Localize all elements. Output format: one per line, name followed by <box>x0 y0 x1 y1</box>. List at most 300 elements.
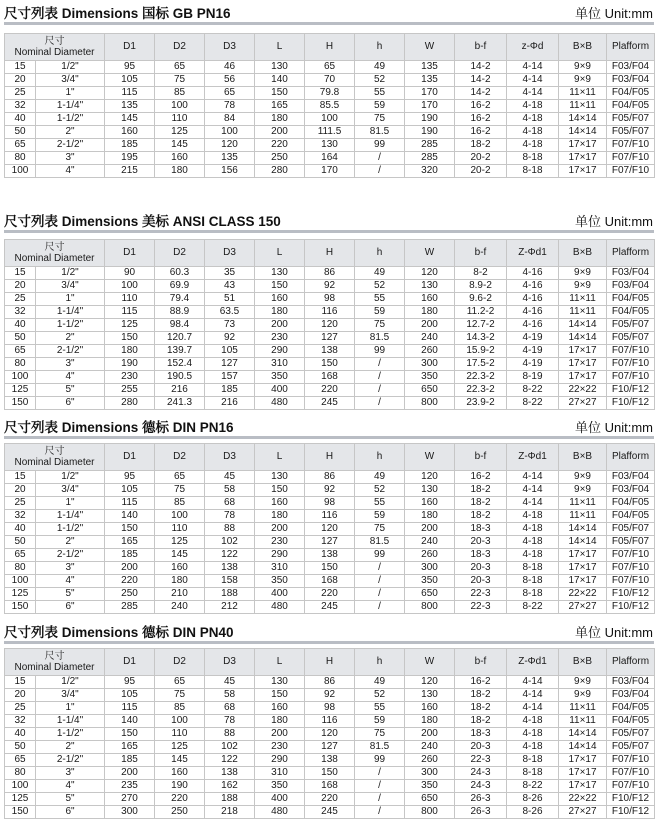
table-cell: 120 <box>305 523 355 536</box>
table-cell: 116 <box>305 306 355 319</box>
table-cell: 9×9 <box>559 74 607 87</box>
table-cell: 180 <box>255 510 305 523</box>
table-row <box>5 523 655 536</box>
table-cell: 69.9 <box>155 280 205 293</box>
table-cell: 18-2 <box>455 497 507 510</box>
table-cell: 165 <box>105 536 155 549</box>
table-cell: F05/F07 <box>607 319 655 332</box>
table-cell: 12.7-2 <box>455 319 507 332</box>
table-cell: 49 <box>355 267 405 280</box>
table-cell: 255 <box>105 384 155 397</box>
table-cell: 400 <box>255 793 305 806</box>
column-header: Plafform <box>607 240 655 267</box>
table-cell: 14×14 <box>559 113 607 126</box>
table-cell: F04/F05 <box>607 510 655 523</box>
table-row <box>5 152 655 165</box>
table-cell: 160 <box>405 497 455 510</box>
table-cell: 2" <box>36 536 105 549</box>
table-cell: 310 <box>255 562 305 575</box>
table-cell: 18-3 <box>455 549 507 562</box>
table-cell: F04/F05 <box>607 100 655 113</box>
unit-label: 单位 Unit:mm <box>574 214 653 229</box>
table-cell: 125 <box>5 793 36 806</box>
table-cell: 300 <box>405 358 455 371</box>
table-cell: 8-18 <box>507 588 559 601</box>
table-cell: 650 <box>405 588 455 601</box>
table-cell: 25 <box>5 87 36 100</box>
table-cell: 65 <box>155 676 205 689</box>
table-row <box>5 676 655 689</box>
table-cell: 4" <box>36 371 105 384</box>
table-cell: 32 <box>5 715 36 728</box>
table-cell: F10/F12 <box>607 588 655 601</box>
table-cell: 4-19 <box>507 345 559 358</box>
table-cell: 160 <box>155 767 205 780</box>
table-cell: 17×17 <box>559 345 607 358</box>
table-cell: / <box>355 575 405 588</box>
table-cell: 150 <box>255 484 305 497</box>
table-cell: 220 <box>305 384 355 397</box>
table-cell: 4-19 <box>507 332 559 345</box>
table-header-row <box>5 649 655 676</box>
column-header: Z-Φd1 <box>507 240 559 267</box>
unit-label: 单位 Unit:mm <box>574 6 653 21</box>
column-header: Plafform <box>607 444 655 471</box>
table-cell: 130 <box>305 139 355 152</box>
table-cell: 59 <box>355 306 405 319</box>
table-cell: 9×9 <box>559 280 607 293</box>
table-cell: 55 <box>355 87 405 100</box>
table-cell: 165 <box>105 741 155 754</box>
column-header: b-f <box>455 34 507 61</box>
table-cell: 14×14 <box>559 741 607 754</box>
table-cell: 4-18 <box>507 510 559 523</box>
table-cell: / <box>355 358 405 371</box>
table-cell: 150 <box>105 728 155 741</box>
table-cell: 180 <box>155 575 205 588</box>
table-cell: 115 <box>105 87 155 100</box>
column-header: D2 <box>155 240 205 267</box>
section-title: 尺寸列表 Dimensions 国标 GB PN16 <box>4 6 231 21</box>
table-header-row <box>5 34 655 61</box>
table-cell: F03/F04 <box>607 689 655 702</box>
table-cell: 88 <box>205 523 255 536</box>
table-cell: 190 <box>105 358 155 371</box>
table-cell: F07/F10 <box>607 165 655 178</box>
table-cell: F05/F07 <box>607 332 655 345</box>
table-cell: 102 <box>205 536 255 549</box>
table-row <box>5 588 655 601</box>
table-row <box>5 345 655 358</box>
table-cell: 4-16 <box>507 319 559 332</box>
table-cell: 130 <box>405 689 455 702</box>
table-cell: 40 <box>5 728 36 741</box>
column-header: H <box>305 444 355 471</box>
table-cell: 350 <box>255 575 305 588</box>
table-cell: / <box>355 806 405 819</box>
table-cell: F04/F05 <box>607 293 655 306</box>
table-cell: 6" <box>36 397 105 410</box>
table-cell: 16-2 <box>455 471 507 484</box>
table-cell: 52 <box>355 74 405 87</box>
table-row <box>5 497 655 510</box>
divider <box>4 22 654 25</box>
table-cell: 68 <box>205 497 255 510</box>
table-cell: 1-1/2" <box>36 728 105 741</box>
table-cell: 78 <box>205 715 255 728</box>
table-cell: 220 <box>305 588 355 601</box>
table-row <box>5 74 655 87</box>
table-cell: 65 <box>5 139 36 152</box>
table-header-row <box>5 444 655 471</box>
table-cell: 65 <box>155 61 205 74</box>
table-cell: 60.3 <box>155 267 205 280</box>
table-cell: 70 <box>305 74 355 87</box>
table-cell: 18-2 <box>455 702 507 715</box>
table-cell: 180 <box>255 113 305 126</box>
table-cell: 150 <box>305 358 355 371</box>
table-cell: 216 <box>205 397 255 410</box>
table-cell: 240 <box>405 741 455 754</box>
table-cell: 110 <box>155 523 205 536</box>
table-cell: 45 <box>205 676 255 689</box>
table-cell: 185 <box>105 754 155 767</box>
table-row <box>5 139 655 152</box>
table-cell: 3" <box>36 358 105 371</box>
table-cell: 200 <box>405 728 455 741</box>
column-header: L <box>255 34 305 61</box>
table-cell: 16-2 <box>455 100 507 113</box>
table-cell: 85.5 <box>305 100 355 113</box>
column-header: D2 <box>155 34 205 61</box>
section-din-pn16 <box>0 414 659 612</box>
column-header: Plafform <box>607 649 655 676</box>
table-cell: 138 <box>305 549 355 562</box>
table-cell: 220 <box>255 139 305 152</box>
table-row <box>5 702 655 715</box>
table-cell: 22-3 <box>455 754 507 767</box>
table-cell: 160 <box>155 152 205 165</box>
table-cell: 81.5 <box>355 741 405 754</box>
table-cell: 650 <box>405 384 455 397</box>
table-cell: 5" <box>36 793 105 806</box>
table-cell: 125 <box>155 126 205 139</box>
table-cell: 98 <box>305 293 355 306</box>
table-cell: 127 <box>305 536 355 549</box>
table-cell: 285 <box>405 139 455 152</box>
table-cell: 2-1/2" <box>36 549 105 562</box>
table-cell: 165 <box>255 100 305 113</box>
table-cell: F07/F10 <box>607 780 655 793</box>
table-cell: 81.5 <box>355 332 405 345</box>
table-cell: 4-18 <box>507 741 559 754</box>
table-row <box>5 510 655 523</box>
table-cell: 240 <box>155 601 205 614</box>
table-cell: 17×17 <box>559 152 607 165</box>
table-cell: 49 <box>355 676 405 689</box>
table-cell: 245 <box>305 601 355 614</box>
table-cell: 4-16 <box>507 293 559 306</box>
table-row <box>5 601 655 614</box>
table-cell: 138 <box>205 767 255 780</box>
table-cell: 1-1/4" <box>36 510 105 523</box>
table-row <box>5 61 655 74</box>
table-cell: 168 <box>305 780 355 793</box>
table-cell: 4-16 <box>507 280 559 293</box>
table-cell: / <box>355 165 405 178</box>
table-cell: 68 <box>205 702 255 715</box>
table-cell: 85 <box>155 87 205 100</box>
column-header: D3 <box>205 34 255 61</box>
table-cell: 190 <box>405 113 455 126</box>
table-cell: 9×9 <box>559 676 607 689</box>
table-cell: 3" <box>36 562 105 575</box>
table-cell: 125 <box>155 741 205 754</box>
table-cell: F03/F04 <box>607 484 655 497</box>
table-cell: 8-26 <box>507 793 559 806</box>
table-cell: 190.5 <box>155 371 205 384</box>
table-cell: 212 <box>205 601 255 614</box>
table-cell: 100 <box>305 113 355 126</box>
table-cell: / <box>355 793 405 806</box>
table-cell: 1-1/4" <box>36 715 105 728</box>
divider <box>4 230 654 233</box>
table-cell: 9×9 <box>559 484 607 497</box>
header-cell-label: Nominal Diameter <box>14 662 95 673</box>
table-cell: 102 <box>205 741 255 754</box>
nominal-diameter-header <box>5 444 105 471</box>
table-cell: 11.2-2 <box>455 306 507 319</box>
table-row <box>5 384 655 397</box>
table-cell: 138 <box>205 562 255 575</box>
nominal-diameter-header <box>5 34 105 61</box>
table-cell: 180 <box>405 510 455 523</box>
table-cell: 15.9-2 <box>455 345 507 358</box>
table-cell: F10/F12 <box>607 397 655 410</box>
table-cell: 4-18 <box>507 139 559 152</box>
table-cell: 215 <box>105 165 155 178</box>
column-header: B×B <box>559 34 607 61</box>
table-cell: 18-2 <box>455 689 507 702</box>
table-cell: 92 <box>305 484 355 497</box>
table-cell: 185 <box>105 139 155 152</box>
table-cell: 260 <box>405 345 455 358</box>
table-cell: 285 <box>405 152 455 165</box>
table-cell: 105 <box>205 345 255 358</box>
table-cell: 110 <box>155 728 205 741</box>
table-cell: 168 <box>305 575 355 588</box>
table-cell: 14×14 <box>559 319 607 332</box>
table-cell: 116 <box>305 510 355 523</box>
table-cell: 150 <box>305 562 355 575</box>
table-cell: 105 <box>105 689 155 702</box>
divider <box>4 436 654 439</box>
table-cell: 8-18 <box>507 754 559 767</box>
column-header: D1 <box>105 240 155 267</box>
table-cell: 4-18 <box>507 126 559 139</box>
column-header: D1 <box>105 34 155 61</box>
section-heading <box>0 0 659 22</box>
table-row <box>5 319 655 332</box>
table-cell: 116 <box>305 715 355 728</box>
table-cell: 135 <box>205 152 255 165</box>
table-cell: 162 <box>205 780 255 793</box>
table-cell: F03/F04 <box>607 676 655 689</box>
table-cell: 200 <box>255 126 305 139</box>
table-cell: F05/F07 <box>607 523 655 536</box>
table-cell: 17×17 <box>559 165 607 178</box>
table-cell: 2-1/2" <box>36 754 105 767</box>
table-cell: 20 <box>5 280 36 293</box>
table-cell: 100 <box>105 280 155 293</box>
table-cell: 27×27 <box>559 601 607 614</box>
table-cell: 50 <box>5 126 36 139</box>
table-row <box>5 549 655 562</box>
table-cell: 26-3 <box>455 793 507 806</box>
table-cell: / <box>355 767 405 780</box>
table-cell: 150 <box>255 87 305 100</box>
table-cell: 480 <box>255 397 305 410</box>
table-cell: 22×22 <box>559 588 607 601</box>
table-cell: 20-2 <box>455 165 507 178</box>
table-cell: 16-2 <box>455 676 507 689</box>
table-cell: 18-2 <box>455 715 507 728</box>
table-cell: 157 <box>205 371 255 384</box>
table-cell: 8-18 <box>507 152 559 165</box>
section-ansi-class150 <box>0 208 659 408</box>
table-cell: 8-26 <box>507 806 559 819</box>
table-cell: / <box>355 397 405 410</box>
nominal-diameter-header <box>5 240 105 267</box>
table-cell: 25 <box>5 702 36 715</box>
table-cell: 195 <box>105 152 155 165</box>
table-cell: 14-2 <box>455 87 507 100</box>
table-cell: 9.6-2 <box>455 293 507 306</box>
table-cell: 145 <box>155 549 205 562</box>
table-cell: / <box>355 601 405 614</box>
table-cell: 310 <box>255 767 305 780</box>
table-cell: 59 <box>355 715 405 728</box>
table-row <box>5 575 655 588</box>
table-cell: 25 <box>5 293 36 306</box>
table-cell: 300 <box>405 767 455 780</box>
column-header: D1 <box>105 649 155 676</box>
table-cell: 17×17 <box>559 358 607 371</box>
table-cell: 1-1/4" <box>36 100 105 113</box>
table-cell: 480 <box>255 601 305 614</box>
table-cell: F04/F05 <box>607 702 655 715</box>
table-cell: 2" <box>36 126 105 139</box>
table-cell: 4-14 <box>507 61 559 74</box>
table-cell: 65 <box>205 87 255 100</box>
table-cell: 86 <box>305 676 355 689</box>
table-row <box>5 165 655 178</box>
table-row <box>5 741 655 754</box>
table-cell: 50 <box>5 332 36 345</box>
column-header: b-f <box>455 444 507 471</box>
table-cell: 92 <box>305 689 355 702</box>
table-cell: 8-18 <box>507 767 559 780</box>
table-cell: 73 <box>205 319 255 332</box>
table-cell: 40 <box>5 523 36 536</box>
header-cell-label: 尺寸 <box>44 651 65 662</box>
table-cell: 120 <box>205 139 255 152</box>
table-cell: 98 <box>305 497 355 510</box>
table-cell: 3/4" <box>36 280 105 293</box>
table-cell: 56 <box>205 74 255 87</box>
table-cell: F04/F05 <box>607 497 655 510</box>
table-cell: 290 <box>255 345 305 358</box>
table-cell: 160 <box>405 702 455 715</box>
table-cell: 100 <box>5 371 36 384</box>
table-cell: 18-2 <box>455 139 507 152</box>
column-header: W <box>405 649 455 676</box>
column-header: D3 <box>205 444 255 471</box>
column-header: D2 <box>155 444 205 471</box>
table-cell: 210 <box>155 588 205 601</box>
header-cell-label: Nominal Diameter <box>14 253 95 264</box>
table-cell: 5" <box>36 384 105 397</box>
table-cell: 1/2" <box>36 61 105 74</box>
table-cell: 51 <box>205 293 255 306</box>
table-cell: 65 <box>5 754 36 767</box>
table-cell: / <box>355 152 405 165</box>
header-cell-label: Nominal Diameter <box>14 457 95 468</box>
table-cell: 55 <box>355 497 405 510</box>
table-cell: 17×17 <box>559 767 607 780</box>
section-heading <box>0 414 659 436</box>
table-cell: 17×17 <box>559 549 607 562</box>
table-cell: 200 <box>255 728 305 741</box>
table-cell: F07/F10 <box>607 371 655 384</box>
table-cell: 240 <box>405 536 455 549</box>
dimensions-table <box>4 33 655 178</box>
table-cell: 4-18 <box>507 549 559 562</box>
table-cell: 250 <box>155 806 205 819</box>
column-header: W <box>405 444 455 471</box>
table-cell: 216 <box>155 384 205 397</box>
table-cell: 20 <box>5 484 36 497</box>
table-cell: 220 <box>305 793 355 806</box>
table-cell: 59 <box>355 510 405 523</box>
table-cell: / <box>355 780 405 793</box>
table-cell: 200 <box>255 319 305 332</box>
table-cell: 4-16 <box>507 267 559 280</box>
table-cell: 200 <box>255 523 305 536</box>
table-cell: 120 <box>405 267 455 280</box>
table-cell: 125 <box>155 536 205 549</box>
table-cell: 150 <box>105 332 155 345</box>
table-cell: 130 <box>255 61 305 74</box>
table-cell: 8-18 <box>507 562 559 575</box>
table-cell: 20-3 <box>455 741 507 754</box>
header-cell-label: 尺寸 <box>44 446 65 457</box>
table-cell: F04/F05 <box>607 715 655 728</box>
table-cell: 320 <box>405 165 455 178</box>
table-cell: 400 <box>255 384 305 397</box>
table-cell: F10/F12 <box>607 806 655 819</box>
table-cell: F07/F10 <box>607 767 655 780</box>
table-cell: 88.9 <box>155 306 205 319</box>
table-cell: 145 <box>155 139 205 152</box>
table-cell: 1" <box>36 293 105 306</box>
table-cell: 120 <box>305 319 355 332</box>
column-header: D2 <box>155 649 205 676</box>
table-cell: 160 <box>105 126 155 139</box>
table-row <box>5 793 655 806</box>
table-cell: 1" <box>36 702 105 715</box>
table-cell: F05/F07 <box>607 113 655 126</box>
